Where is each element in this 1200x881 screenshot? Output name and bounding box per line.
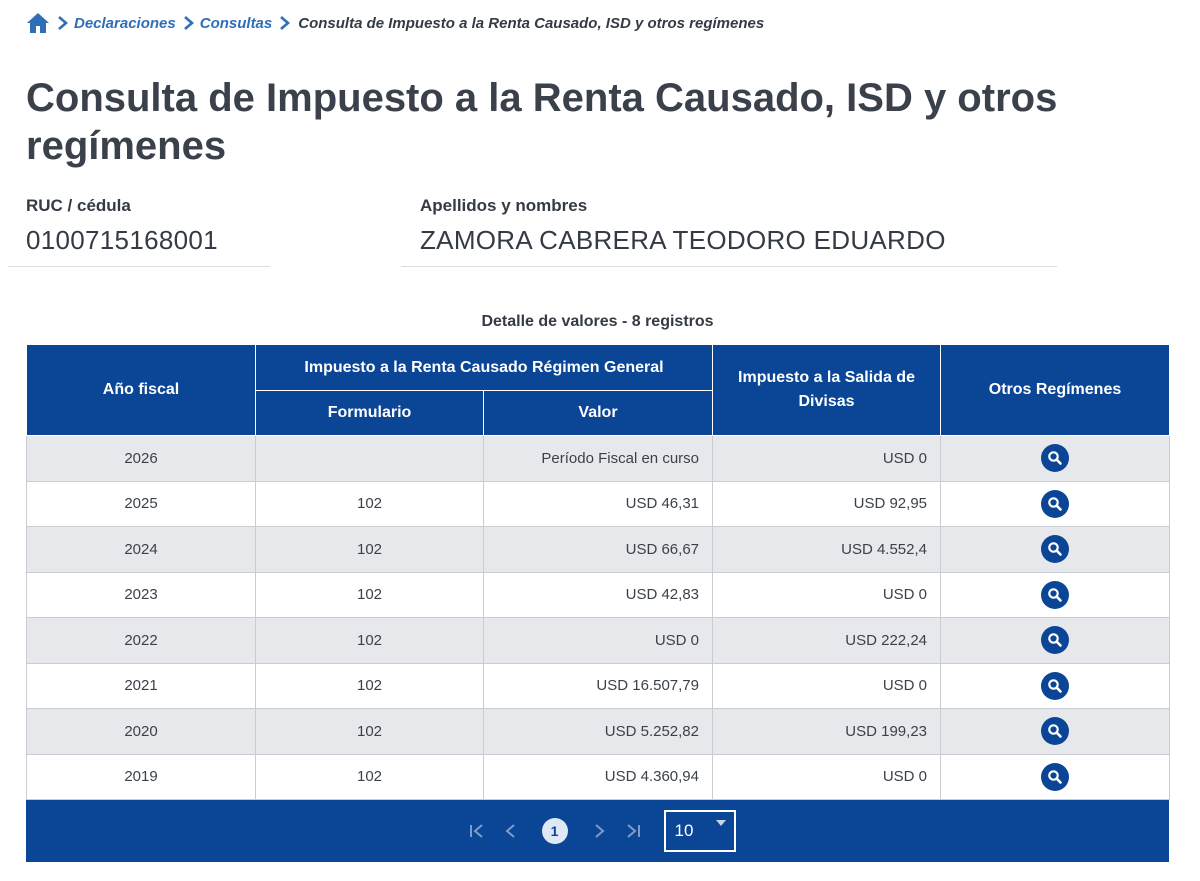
magnifier-icon[interactable] — [1041, 490, 1069, 518]
chevron-right-icon — [278, 14, 292, 32]
ruc-divider — [8, 266, 270, 267]
previous-page-icon[interactable] — [500, 820, 522, 842]
magnifier-icon[interactable] — [1041, 672, 1069, 700]
cell-year: 2021 — [27, 663, 256, 709]
magnifier-icon[interactable] — [1041, 581, 1069, 609]
cell-year: 2019 — [27, 754, 256, 800]
cell-form — [256, 436, 484, 482]
cell-value: USD 16.507,79 — [484, 663, 713, 709]
cell-other-regimes — [941, 481, 1170, 527]
table-row — [27, 754, 1170, 800]
name-value: ZAMORA CABRERA TEODORO EDUARDO — [420, 225, 946, 255]
breadcrumb-consultas[interactable]: Consultas — [199, 14, 273, 32]
header-value[interactable]: Valor — [484, 391, 713, 436]
cell-year: 2025 — [27, 481, 256, 527]
ruc-label: RUC / cédula — [26, 196, 131, 215]
breadcrumb-current: Consulta de Impuesto a la Renta Causado, ISD y otros regímenes — [298, 14, 765, 32]
cell-value: Período Fiscal en curso — [484, 436, 713, 482]
page-size-select[interactable] — [664, 810, 736, 852]
chevron-right-icon — [56, 14, 70, 32]
page-number-current[interactable]: 1 — [542, 818, 568, 844]
chevron-right-icon — [182, 14, 196, 32]
header-isd[interactable]: Impuesto a la Salida de Divisas — [713, 345, 941, 436]
table-row — [27, 663, 1170, 709]
page-title: Consulta de Impuesto a la Renta Causado, ISD y otros regímenes — [26, 76, 1058, 168]
magnifier-icon[interactable] — [1041, 717, 1069, 745]
cell-form: 102 — [256, 618, 484, 664]
cell-isd: USD 0 — [713, 572, 941, 618]
ruc-field — [26, 194, 218, 258]
cell-isd: USD 4.552,4 — [713, 527, 941, 573]
cell-year: 2026 — [27, 436, 256, 482]
cell-other-regimes — [941, 527, 1170, 573]
cell-year: 2024 — [27, 527, 256, 573]
table-body — [27, 436, 1170, 800]
table-row — [27, 436, 1170, 482]
cell-isd: USD 0 — [713, 436, 941, 482]
cell-value: USD 0 — [484, 618, 713, 664]
table-row — [27, 527, 1170, 573]
name-divider — [401, 266, 1057, 267]
magnifier-icon[interactable] — [1041, 626, 1069, 654]
header-form[interactable]: Formulario — [256, 391, 484, 436]
cell-isd: USD 92,95 — [713, 481, 941, 527]
table-row — [27, 481, 1170, 527]
table-caption: Detalle de valores - 8 registros — [481, 313, 714, 330]
name-field — [420, 194, 946, 258]
table-row — [27, 618, 1170, 664]
cell-value: USD 42,83 — [484, 572, 713, 618]
magnifier-icon[interactable] — [1041, 535, 1069, 563]
header-other-regimes: Otros Regímenes — [941, 345, 1170, 436]
cell-value: USD 46,31 — [484, 481, 713, 527]
cell-form: 102 — [256, 663, 484, 709]
next-page-icon[interactable] — [588, 820, 610, 842]
cell-isd: USD 0 — [713, 663, 941, 709]
breadcrumb-declaraciones[interactable]: Declaraciones — [74, 14, 176, 32]
values-table — [26, 344, 1170, 800]
cell-value: USD 5.252,82 — [484, 709, 713, 755]
cell-year: 2023 — [27, 572, 256, 618]
cell-isd: USD 199,23 — [713, 709, 941, 755]
cell-value: USD 66,67 — [484, 527, 713, 573]
cell-isd: USD 0 — [713, 754, 941, 800]
cell-year: 2020 — [27, 709, 256, 755]
page-size-value: 10 — [674, 821, 694, 840]
cell-other-regimes — [941, 572, 1170, 618]
magnifier-icon[interactable] — [1041, 763, 1069, 791]
table-row — [27, 709, 1170, 755]
name-label: Apellidos y nombres — [420, 196, 588, 215]
table-row — [27, 572, 1170, 618]
cell-value: USD 4.360,94 — [484, 754, 713, 800]
pagination-bar — [26, 800, 1169, 862]
breadcrumb — [26, 10, 764, 36]
cell-other-regimes — [941, 754, 1170, 800]
cell-form: 102 — [256, 481, 484, 527]
cell-form: 102 — [256, 709, 484, 755]
last-page-icon[interactable] — [622, 820, 644, 842]
header-income-tax-group: Impuesto a la Renta Causado Régimen General — [256, 345, 713, 391]
cell-other-regimes — [941, 436, 1170, 482]
cell-form: 102 — [256, 572, 484, 618]
first-page-icon[interactable] — [466, 820, 488, 842]
home-icon[interactable] — [26, 11, 50, 35]
cell-other-regimes — [941, 663, 1170, 709]
header-year[interactable]: Año fiscal — [27, 345, 256, 436]
cell-form: 102 — [256, 527, 484, 573]
cell-form: 102 — [256, 754, 484, 800]
cell-isd: USD 222,24 — [713, 618, 941, 664]
magnifier-icon[interactable] — [1041, 444, 1069, 472]
chevron-down-icon — [716, 820, 726, 826]
ruc-value: 0100715168001 — [26, 225, 218, 255]
cell-other-regimes — [941, 618, 1170, 664]
cell-year: 2022 — [27, 618, 256, 664]
cell-other-regimes — [941, 709, 1170, 755]
